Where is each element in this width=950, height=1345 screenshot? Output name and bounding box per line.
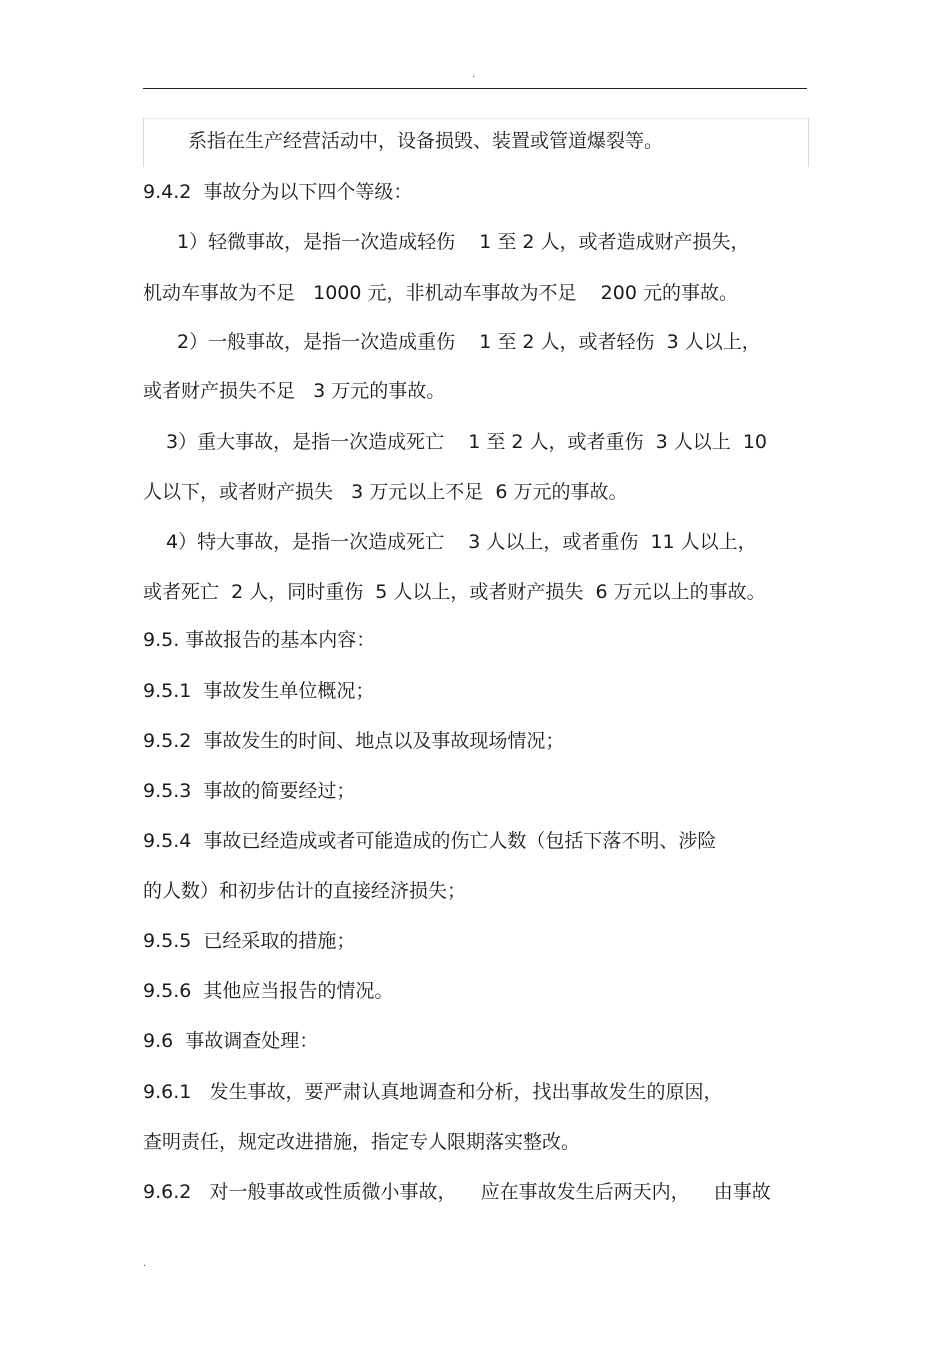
paragraph-line: 或者死亡 2 人，同时重伤 5 人以上，或者财产损失 6 万元以上的事故。 — [143, 581, 766, 603]
paragraph-line: 系指在生产经营活动中，设备损毁、装置或管道爆裂等。 — [188, 130, 664, 152]
header-rule — [143, 88, 807, 89]
header-mark: . — [472, 69, 476, 80]
footer-mark: . — [143, 1258, 147, 1269]
clause-heading: 9.4.2 事故分为以下四个等级： — [143, 181, 413, 203]
clause-line: 9.6.1 发生事故，要严肃认真地调查和分析，找出事故发生的原因， — [143, 1081, 723, 1103]
clause-line: 9.5.2 事故发生的时间、地点以及事故现场情况； — [143, 730, 565, 752]
section-heading: 9.5. 事故报告的基本内容： — [143, 629, 376, 651]
paragraph-line: 3）重大事故，是指一次造成死亡 1 至 2 人，或者重伤 3 人以上 10 — [166, 431, 768, 453]
clause-line: 9.5.5 已经采取的措施； — [143, 930, 356, 952]
clause-line: 9.5.3 事故的简要经过； — [143, 780, 356, 802]
paragraph-line: 的人数）和初步估计的直接经济损失； — [143, 880, 467, 902]
clause-line: 9.5.4 事故已经造成或者可能造成的伤亡人数（包括下落不明、涉险 — [143, 830, 717, 852]
clause-line: 9.5.6 其他应当报告的情况。 — [143, 980, 394, 1002]
paragraph-line: 2）一般事故，是指一次造成重伤 1 至 2 人，或者轻伤 3 人以上， — [177, 331, 761, 353]
paragraph-line: 1）轻微事故，是指一次造成轻伤 1 至 2 人，或者造成财产损失， — [177, 231, 750, 253]
section-heading: 9.6 事故调查处理： — [143, 1030, 319, 1052]
paragraph-line: 4）特大事故，是指一次造成死亡 3 人以上，或者重伤 11 人以上， — [166, 531, 757, 553]
clause-line: 9.5.1 事故发生单位概况； — [143, 680, 375, 702]
paragraph-line: 机动车事故为不足 1000 元，非机动车事故为不足 200 元的事故。 — [143, 282, 738, 304]
paragraph-line: 查明责任，规定改进措施，指定专人限期落实整改。 — [143, 1131, 581, 1153]
clause-line: 9.6.2 对一般事故或性质微小事故， 应在事故发生后两天内， 由事故 — [143, 1181, 771, 1203]
paragraph-line: 人以下，或者财产损失 3 万元以上不足 6 万元的事故。 — [143, 481, 628, 503]
paragraph-line: 或者财产损失不足 3 万元的事故。 — [143, 380, 446, 402]
